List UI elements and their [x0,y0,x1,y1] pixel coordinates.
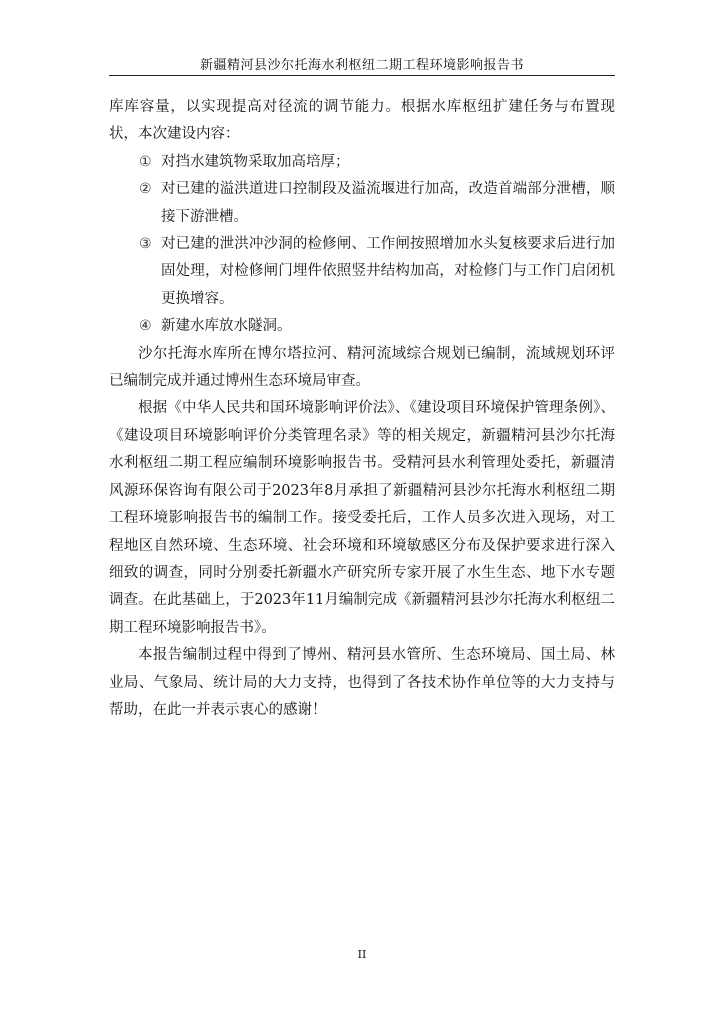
paragraph-acknowledgements: 本报告编制过程中得到了博州、精河县水管所、生态环境局、国土局、林业局、气象局、统计局的大力支持，也得到了各技术协作单位等的大力支持与帮助，在此一并表示衷心的感谢！ [109,647,615,718]
running-header: 新疆精河县沙尔托海水利枢纽二期工程环境影响报告书 [199,58,524,73]
page-number: II [357,948,367,961]
paragraph-basis: 根据《中华人民共和国环境影响评价法》、《建设项目环境保护管理条例》、《建设项目环境影响评价分类管理名录》等的相关规定，新疆精河县沙尔托海水利枢纽二期工程应编制环境影响报告书。受精河县水利管理处委托，新疆清风源环保咨询有限公司于2023年8月承担了新疆精河县沙尔托海水利枢纽二期工程环境影响报告书的编制工作。接受委托后，工作人员多次进入现场，对工程地区自然环境、生态环境、社会环境和环境敏感区分布及保护要求进行深入细致的调查，同时分别委托新疆水产研究所专家开展了水生生态、地下水专题调查。在此基础上，于2023年11月编制完成《新疆精河县沙尔托海水利枢纽二期工程环境影响报告书》。 [109,400,615,636]
list-marker: ④ [139,318,152,335]
list-text: 对已建的溢洪道进口控制段及溢流堰进行加高，改造首端部分泄槽，顺接下游泄槽。 [161,181,615,225]
paragraph-intro: 库库容量，以实现提高对径流的调节能力。根据水库枢纽扩建任务与布置现状，本次建设内容： [109,99,615,143]
body-text [109,94,615,724]
list-item [109,231,615,313]
list-text: 对已建的泄洪冲沙洞的检修闸、工作闸按照增加水头复核要求后进行加固处理，对检修闸门埋件依照竖井结构加高，对检修门与工作门启闭机更换增容。 [161,236,615,307]
list-marker: ② [139,181,152,198]
paragraph-basin-plan: 沙尔托海水库所在博尔塔拉河、精河流域综合规划已编制，流域规划环评已编制完成并通过博州生态环境局审查。 [109,345,615,390]
list-item [109,313,615,340]
list-marker: ① [139,153,152,170]
list-item [109,176,615,231]
list-text: 对挡水建筑物采取加高培厚； [161,153,350,170]
list-item [109,149,615,176]
header-rule [109,75,615,76]
list-text: 新建水库放水隧洞。 [161,318,292,335]
list-marker: ③ [139,236,152,253]
